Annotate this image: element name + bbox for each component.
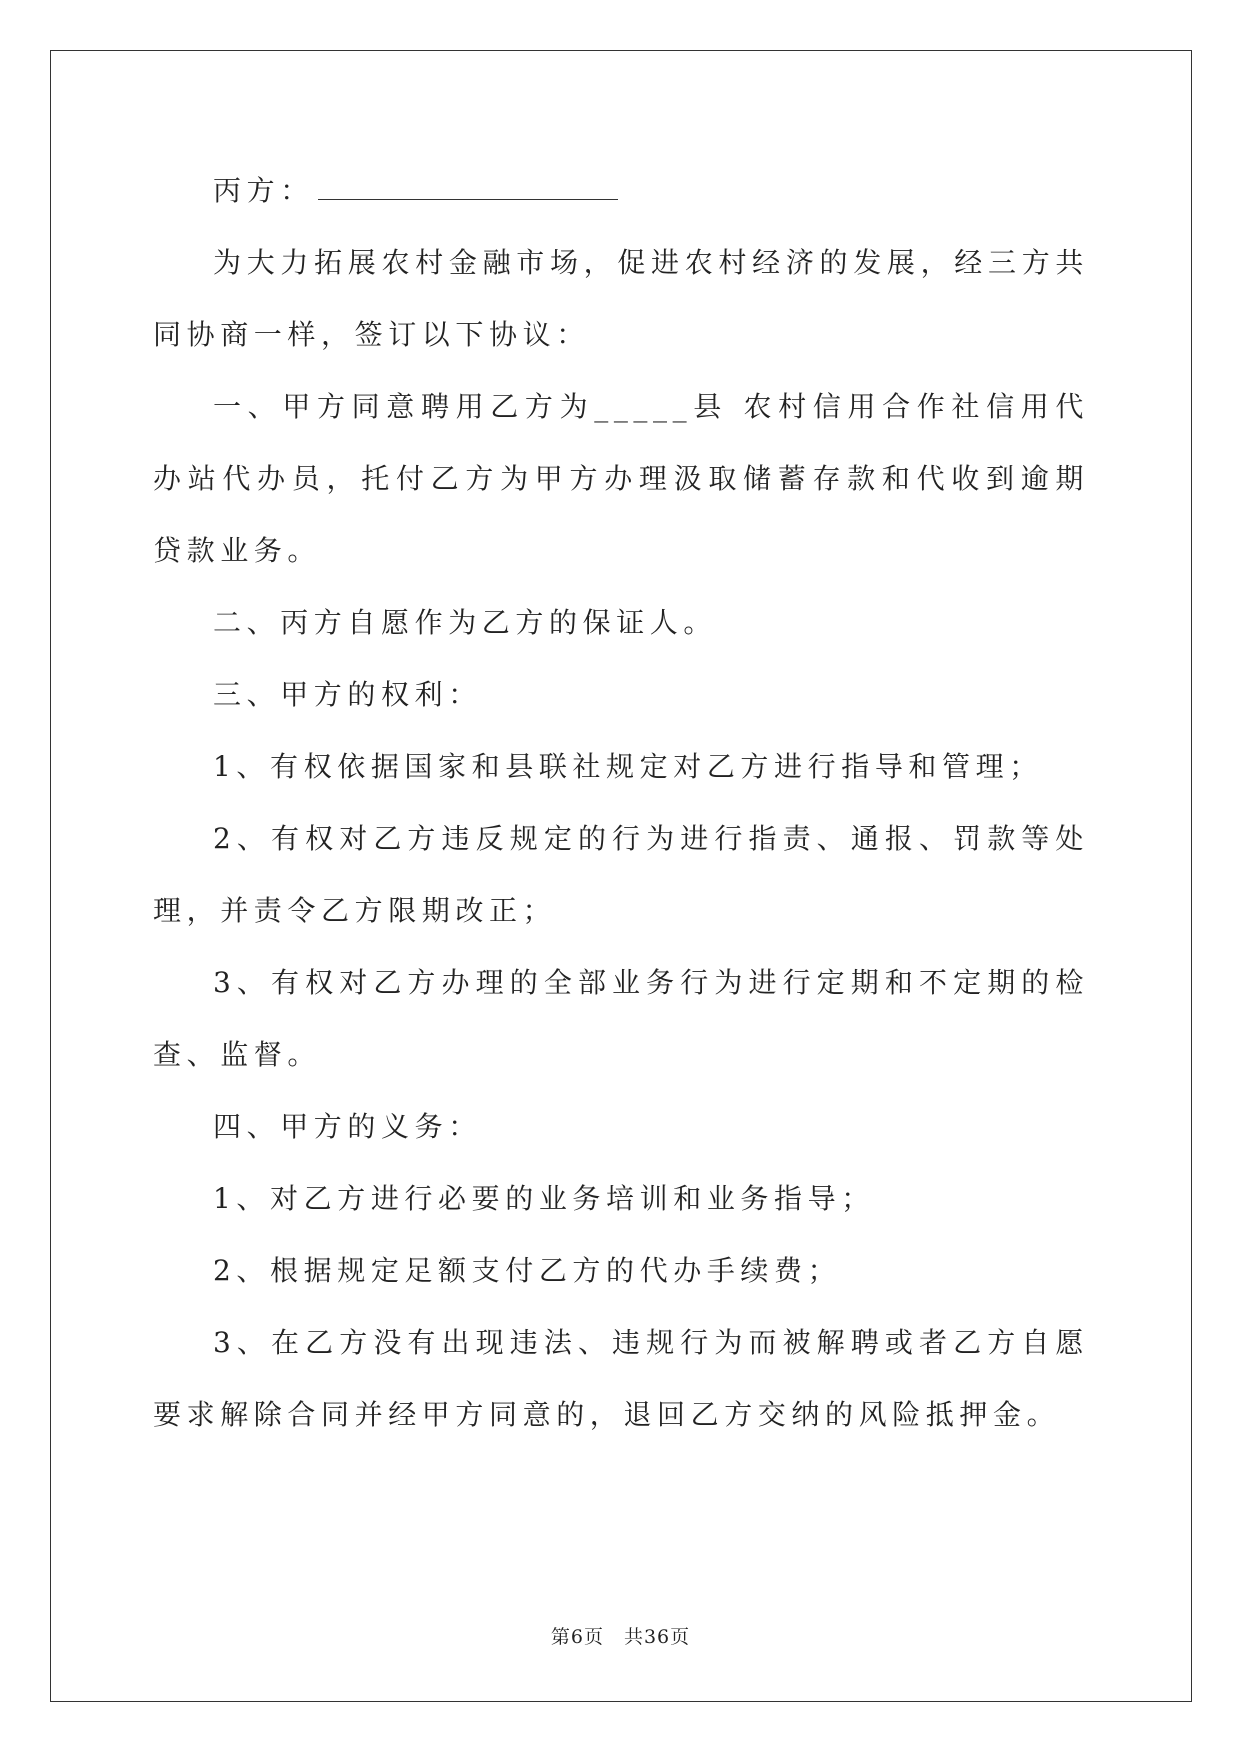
clause-4-item-1: 1、对乙方进行必要的业务培训和业务指导； xyxy=(213,1182,875,1215)
party-c-label: 丙方： xyxy=(213,174,314,207)
party-c-line xyxy=(153,155,1089,227)
clause-3-item-2: 2、有权对乙方违反规定的行为进行指责、通报、罚款等处理，并责令乙方限期改正； xyxy=(153,822,1089,927)
page-number: 第6页 共36页 xyxy=(550,1626,691,1648)
clause-3-item-1: 1、有权依据国家和县联社规定对乙方进行指导和管理； xyxy=(213,750,1043,783)
party-c-blank xyxy=(318,177,618,200)
clause-3-heading: 三、甲方的权利： xyxy=(213,678,482,711)
clause-1: 一、甲方同意聘用乙方为_____县 农村信用合作社信用代办站代办员，托付乙方为甲方办理汲取储蓄存款和代收到逾期贷款业务。 xyxy=(153,390,1089,567)
document-body xyxy=(153,155,1089,1451)
clause-4-item-3: 3、在乙方没有出现违法、违规行为而被解聘或者乙方自愿要求解除合同并经甲方同意的，退回乙方交纳的风险抵押金。 xyxy=(153,1326,1089,1431)
clause-3-item-3: 3、有权对乙方办理的全部业务行为进行定期和不定期的检查、监督。 xyxy=(153,966,1089,1071)
clause-4-heading: 四、甲方的义务： xyxy=(213,1110,482,1143)
clause-2: 二、丙方自愿作为乙方的保证人。 xyxy=(213,606,718,639)
clause-4-item-2: 2、根据规定足额支付乙方的代办手续费； xyxy=(213,1254,842,1287)
intro-paragraph: 为大力拓展农村金融市场，促进农村经济的发展，经三方共同协商一样，签订以下协议： xyxy=(153,246,1089,351)
